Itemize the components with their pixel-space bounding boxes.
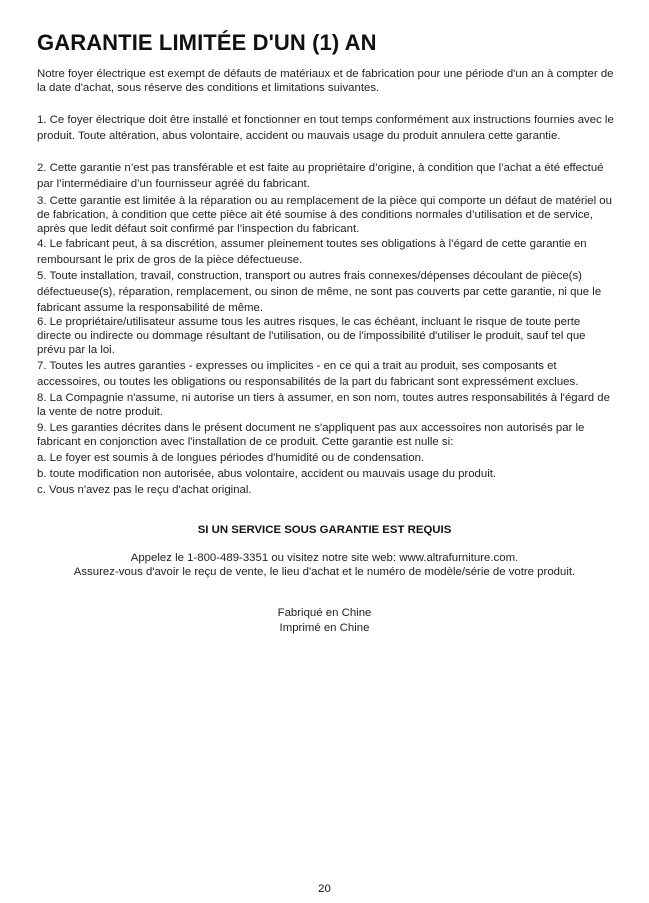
void-condition-c: c. Vous n'avez pas le reçu d'achat original. — [37, 484, 252, 496]
warranty-clause-2: 2. Cette garantie n’est pas transférable et est faite au propriétaire d’origine, à condition que l’achat a été effectué par l’intermédiaire d’un fournisseur agréé du fabricant. — [37, 162, 604, 190]
page-number: 20 — [318, 883, 331, 895]
service-contact-line: Appelez le 1-800-489-3351 ou visitez notre site web: www.altrafurniture.com. — [130, 552, 519, 564]
warranty-clause-8: 8. La Compagnie n'assume, ni autorise un tiers à assumer, en son nom, toutes autres responsabilités à l'égard de la vente de notre produit. — [37, 392, 610, 418]
made-in-label: Fabriqué en Chine — [277, 607, 372, 619]
void-condition-a: a. Le foyer est soumis à de longues périodes d'humidité ou de condensation. — [37, 452, 425, 464]
warranty-clause-4: 4. Le fabricant peut, à sa discrétion, assumer pleinement toutes ses obligations à l’égard de cette garantie en remboursant le prix de gros de la pièce défectueuse. — [37, 238, 587, 266]
warranty-clause-3: 3. Cette garantie est limitée à la réparation ou au remplacement de la pièce qui comporte un défaut de matériel ou de fabrication, à condition que cette pièce ait été soumise à des conditions normales d’utilisation et de service, après que ledit défaut soit confirmé par l’inspection du fabricant. — [37, 195, 612, 235]
printed-in-label: Imprimé en Chine — [279, 622, 370, 634]
warranty-clause-6: 6. Le propriétaire/utilisateur assume tous les autres risques, le cas échéant, incluant le risque de toute perte directe ou indirecte ou dommage résultant de l'utilisation, ou de l'impossibilité d'utiliser le produit, sauf tel que prévu par la loi. — [37, 316, 586, 356]
warranty-clause-9: 9. Les garanties décrites dans le présent document ne s'appliquent pas aux accessoires non autorisés par le fabricant en conjonction avec l'installation de ce produit. Cette garantie est nulle si: — [37, 422, 585, 448]
service-receipt-line: Assurez-vous d'avoir le reçu de vente, le lieu d'achat et le numéro de modèle/série de votre produit. — [73, 566, 576, 578]
warranty-clause-1: 1. Ce foyer électrique doit être installé et fonctionner en tout temps conformément aux instructions fournies avec le produit. Toute altération, abus volontaire, accident ou mauvais usage du produit annulera cette garantie. — [37, 114, 614, 142]
intro-paragraph: Notre foyer électrique est exempt de défauts de matériaux et de fabrication pour une période d'un an à compter de la date d'achat, sous réserve des conditions et limitations suivantes. — [37, 68, 614, 94]
service-heading: SI UN SERVICE SOUS GARANTIE EST REQUIS — [197, 524, 452, 536]
void-condition-b: b. toute modification non autorisée, abus volontaire, accident ou mauvais usage du produit. — [37, 468, 497, 480]
page-title: GARANTIE LIMITÉE D'UN (1) AN — [37, 30, 377, 55]
warranty-clause-7: 7. Toutes les autres garanties - expresses ou implicites - en ce qui a trait au produit, ses composants et accessoires, ou toutes les obligations ou responsabilités de la part du fabricant sont expressément exclues. — [37, 360, 579, 388]
warranty-clause-5: 5. Toute installation, travail, construction, transport ou autres frais connexes/dépenses découlant de pièce(s) défectueuse(s), réparation, remplacement, ou sinon de même, ne sont pas couverts par cette garantie, ni que le fabricant assume la responsabilité de même. — [37, 270, 602, 314]
